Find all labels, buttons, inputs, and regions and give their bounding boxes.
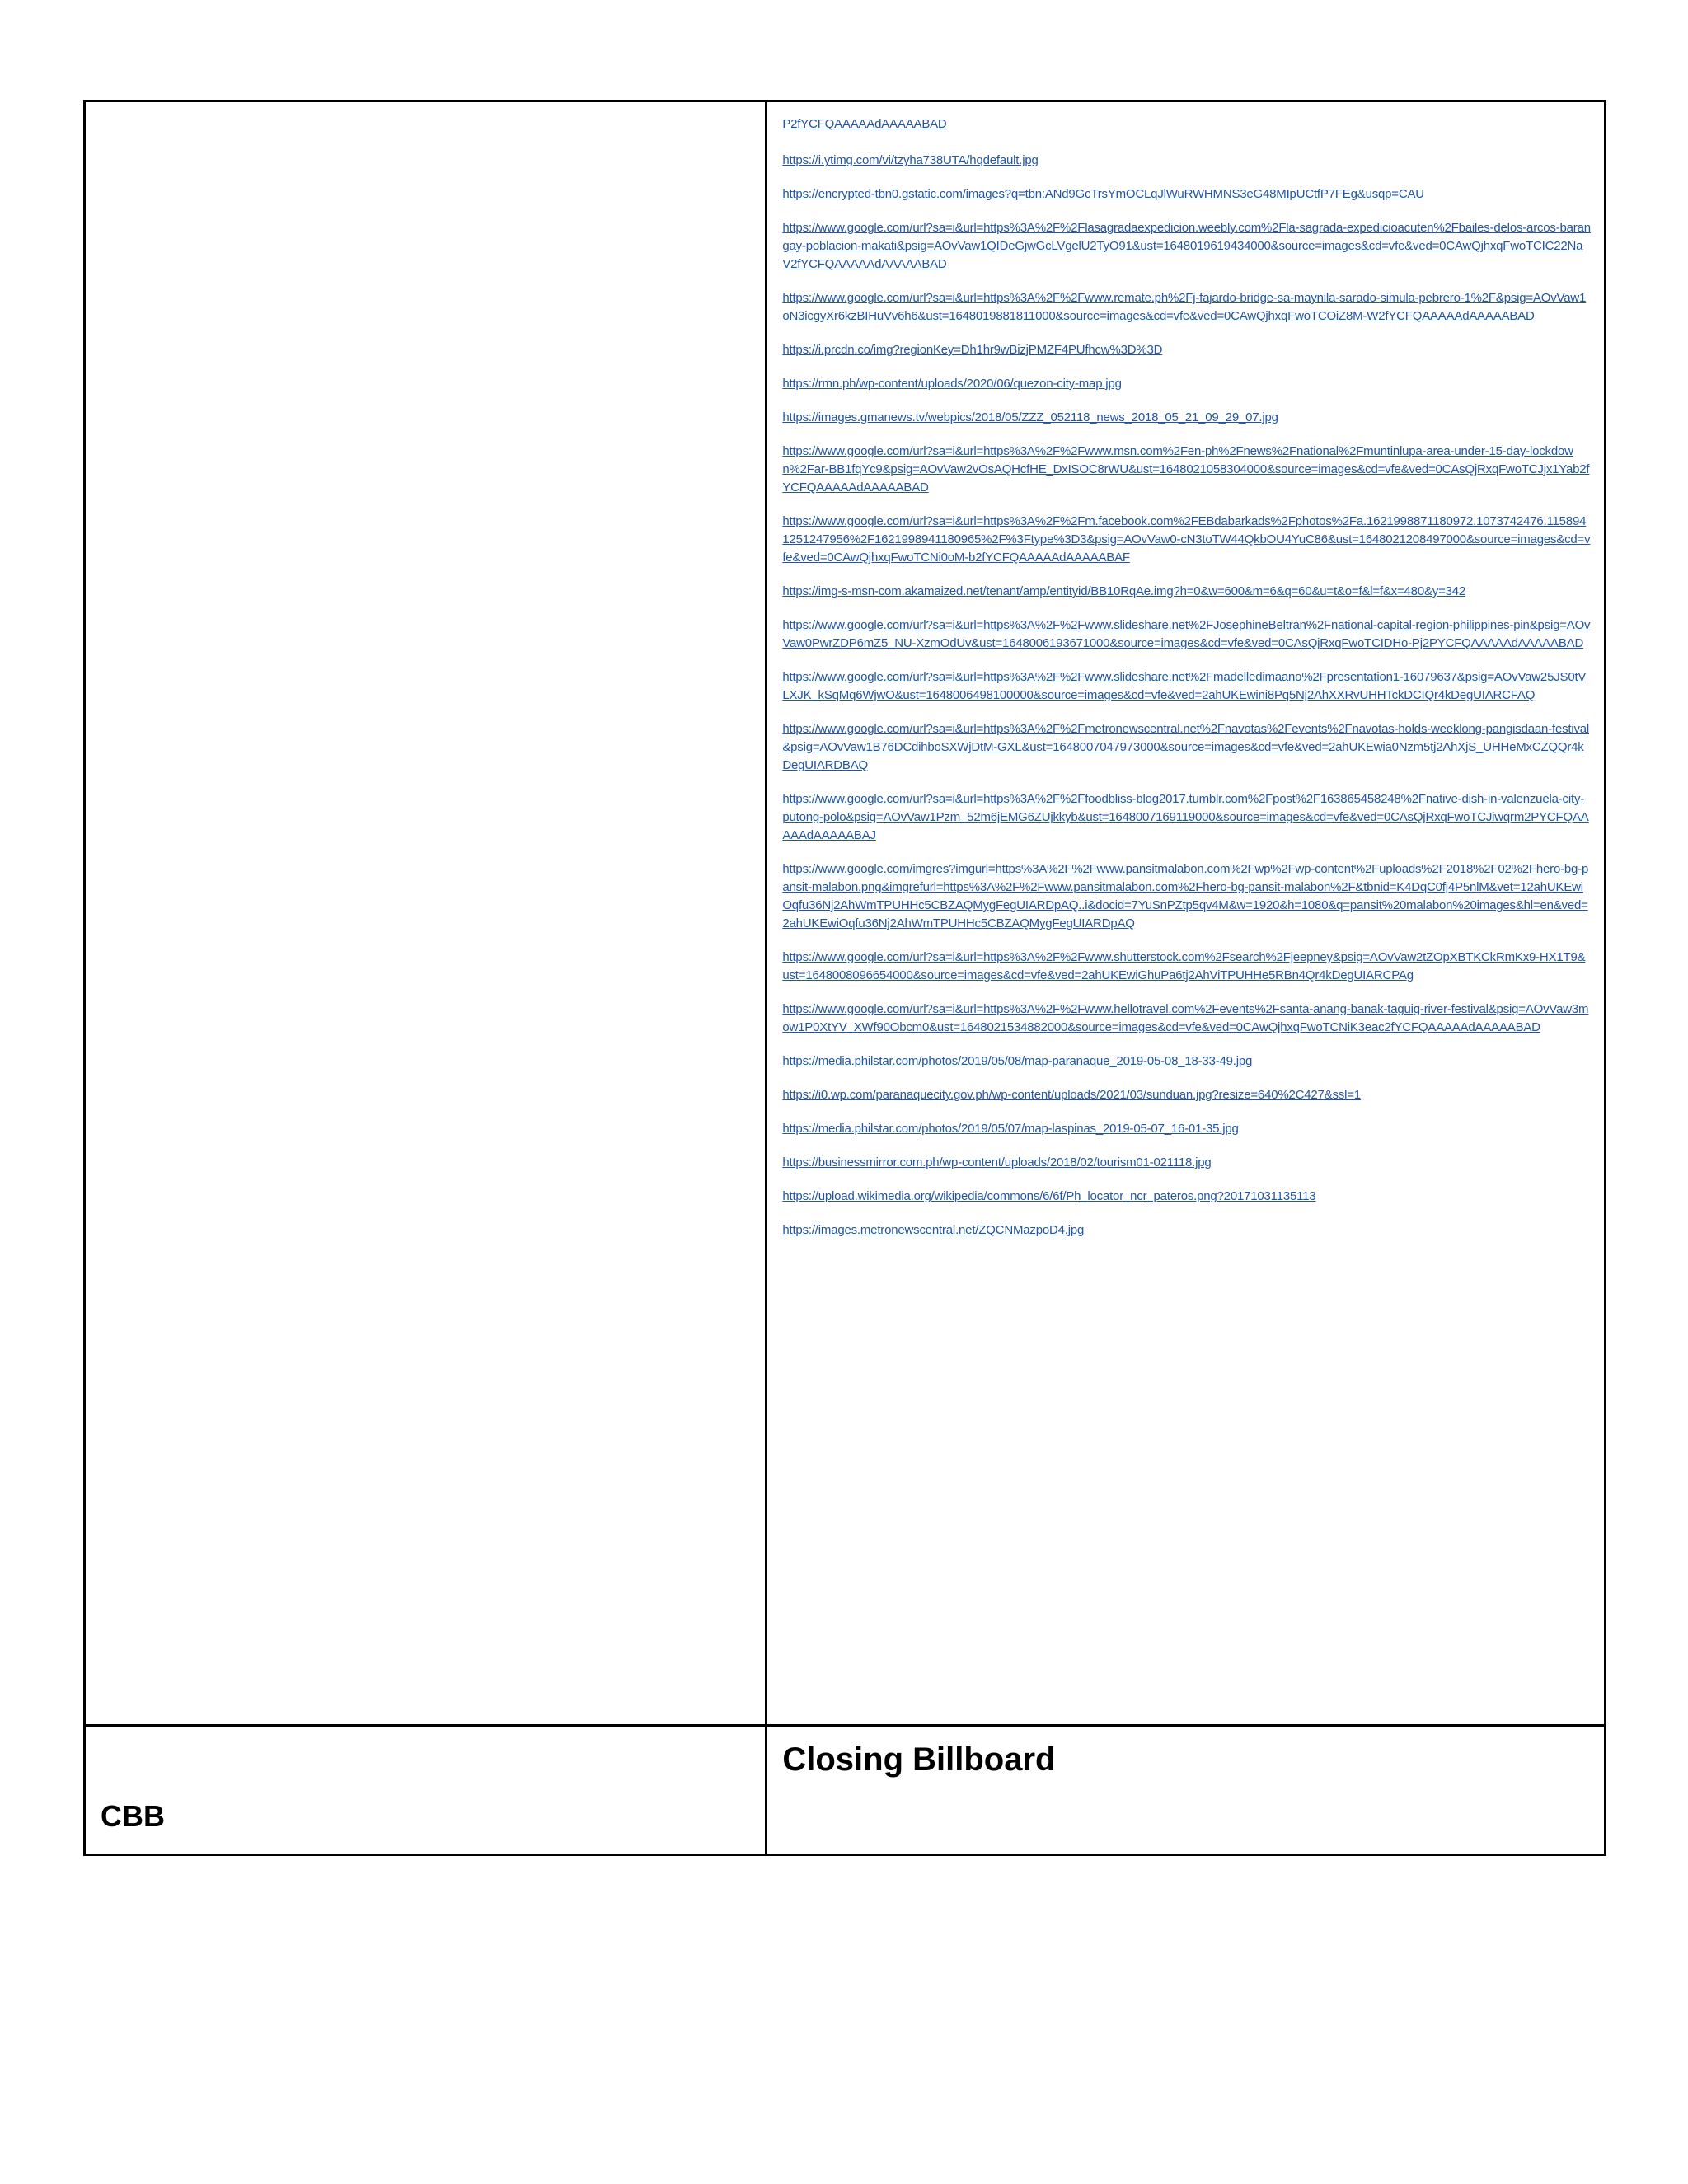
- reference-link[interactable]: https://www.google.com/url?sa=i&url=https%3A%2F%2Fm.facebook.com%2FEBdabarkads%2Fphotos%2Fa.1621998871180972.1073742476.1158941251247956%2F1621998941180965%2F%3Ftype%3D3&psig=AOvVaw0-cN3toTW44QkbOU4YuC86&ust=1648021208497000&source=images&cd=vfe&ved=0CAwQjhxqFwoTCNi0oM-b2fYCFQAAAAAdAAAAABAF: [782, 514, 1591, 565]
- reference-link[interactable]: https://www.google.com/url?sa=i&url=https%3A%2F%2Ffoodbliss-blog2017.tumblr.com%2Fpost%2F163865458248%2Fnative-dish-in-valenzuela-city-putong-polo&psig=AOvVaw1Pzm_52m6jEMG6ZUjkkyb&ust=1648007169119000&source=images&cd=vfe&ved=0CAsQjRxqFwoTCJiwqrm2PYCFQAAAAAdAAAAABAJ: [782, 792, 1589, 842]
- reference-link[interactable]: https://businessmirror.com.ph/wp-content/uploads/2018/02/tourism01-021118.jpg: [782, 1155, 1212, 1169]
- cbb-row: [85, 1726, 1606, 1855]
- reference-link[interactable]: https://www.google.com/url?sa=i&url=https%3A%2F%2Fwww.msn.com%2Fen-ph%2Fnews%2Fnational%2Fmuntinlupa-area-under-15-day-lockdown%2Far-BB1fqYc9&psig=AOvVaw2vOsAQHcfHE_DxISOC8rWU&ust=1648021058304000&source=images&cd=vfe&ved=0CAsQjRxqFwoTCJjx1Yab2fYCFQAAAAAdAAAAABAD: [782, 444, 1590, 494]
- reference-link[interactable]: https://media.philstar.com/photos/2019/05/07/map-laspinas_2019-05-07_16-01-35.jpg: [782, 1122, 1239, 1136]
- reference-link[interactable]: https://www.google.com/imgres?imgurl=https%3A%2F%2Fwww.pansitmalabon.com%2Fwp%2Fwp-content%2Fuploads%2F2018%2F02%2Fhero-bg-pansit-malabon.png&imgrefurl=https%3A%2F%2Fwww.pansitmalabon.com%2Fhero-bg-pansit-malabon%2F&tbnid=K4DqC0fj4P5nlM&vet=12ahUKEwiOqfu36Nj2AhWmTPUHHc5CBZAQMygFegUIARDpAQ..i&docid=7YuSnPZtp5qv4M&w=1920&h=1080&q=pansit%20malabon%20images&hl=en&ved=2ahUKEwiOqfu36Nj2AhWmTPUHHc5CBZAQMygFegUIARDpAQ: [782, 862, 1589, 930]
- reference-link[interactable]: https://media.philstar.com/photos/2019/05/08/map-paranaque_2019-05-08_18-33-49.jpg: [782, 1054, 1253, 1068]
- reference-link[interactable]: https://images.metronewscentral.net/ZQCNMazpoD4.jpg: [782, 1223, 1085, 1237]
- reference-link[interactable]: https://i.prcdn.co/img?regionKey=Dh1hr9wBizjPMZF4PUfhcw%3D%3D: [782, 343, 1163, 357]
- script-table: [83, 100, 1606, 1856]
- reference-link[interactable]: https://www.google.com/url?sa=i&url=https%3A%2F%2Fmetronewscentral.net%2Fnavotas%2Fevents%2Fnavotas-holds-weeklong-pangisdaan-festival&psig=AOvVaw1B76DCdihboSXWjDtM-GXL&ust=1648007047973000&source=images&cd=vfe&ved=2ahUKEwia0Nzm5tj2AhXjS_UHHeMxCZQQr4kDegUIARDBAQ: [782, 722, 1590, 772]
- segment-code: CBB: [101, 1799, 165, 1833]
- reference-link[interactable]: https://rmn.ph/wp-content/uploads/2020/06/quezon-city-map.jpg: [782, 377, 1122, 391]
- reference-link[interactable]: https://i0.wp.com/paranaquecity.gov.ph/wp-content/uploads/2021/03/sunduan.jpg?resize=640%2C427&ssl=1: [782, 1088, 1361, 1102]
- empty-left-cell: [85, 101, 767, 1726]
- cbb-title-cell: [767, 1726, 1606, 1855]
- reference-link[interactable]: https://www.google.com/url?sa=i&url=https%3A%2F%2Fwww.remate.ph%2Fj-fajardo-bridge-sa-maynila-sarado-simula-pebrero-1%2F&psig=AOvVaw1oN3icgyXr6kzBIHuVv6h6&ust=1648019881811000&source=images&cd=vfe&ved=0CAwQjhxqFwoTCOiZ8M-W2fYCFQAAAAAdAAAAABAD: [782, 291, 1587, 323]
- reference-link[interactable]: https://upload.wikimedia.org/wikipedia/commons/6/6f/Ph_locator_ncr_pateros.png?20171031135113: [782, 1189, 1316, 1203]
- reference-link[interactable]: https://www.google.com/url?sa=i&url=https%3A%2F%2Fwww.shutterstock.com%2Fsearch%2Fjeepney&psig=AOvVaw2tZOpXBTKCkRmKx9-HX1T9&ust=1648008096654000&source=images&cd=vfe&ved=2ahUKEwiGhuPa6tj2AhViTPUHHe5RBn4Qr4kDegUIARCPAg: [782, 950, 1586, 982]
- reference-link[interactable]: https://images.gmanews.tv/webpics/2018/05/ZZZ_052118_news_2018_05_21_09_29_07.jpg: [782, 410, 1278, 424]
- reference-link[interactable]: https://www.google.com/url?sa=i&url=https%3A%2F%2Flasagradaexpedicion.weebly.com%2Fla-sagrada-expedicioacuten%2Fbailes-delos-arcos-barangay-poblacion-makati&psig=AOvVaw1QIDeGjwGcLVgelU2TyO91&ust=1648019619434000&source=images&cd=vfe&ved=0CAwQjhxqFwoTCIC22NaV2fYCFQAAAAAdAAAAABAD: [782, 221, 1591, 271]
- references-cell: [767, 101, 1606, 1726]
- reference-link[interactable]: https://encrypted-tbn0.gstatic.com/images?q=tbn:ANd9GcTrsYmOCLqJlWuRWHMNS3eG48MIpUCtfP7FEg&usqp=CAU: [782, 187, 1424, 201]
- cbb-code-cell: [85, 1726, 767, 1855]
- reference-link[interactable]: P2fYCFQAAAAAdAAAAABAD: [782, 117, 947, 131]
- reference-link[interactable]: https://www.google.com/url?sa=i&url=https%3A%2F%2Fwww.slideshare.net%2Fmadelledimaano%2Fpresentation1-16079637&psig=AOvVaw25JS0tVLXJK_kSqMq6WjwO&ust=1648006498100000&source=images&cd=vfe&ved=2ahUKEwini8Pq5Nj2AhXXRvUHHTckDCIQr4kDegUIARCFAQ: [782, 670, 1587, 702]
- references-row: [85, 101, 1606, 1726]
- reference-link[interactable]: https://img-s-msn-com.akamaized.net/tenant/amp/entityid/BB10RqAe.img?h=0&w=600&m=6&q=60&u=t&o=f&l=f&x=480&y=342: [782, 584, 1466, 598]
- segment-title: Closing Billboard: [782, 1741, 1056, 1778]
- reference-link[interactable]: https://www.google.com/url?sa=i&url=https%3A%2F%2Fwww.slideshare.net%2FJosephineBeltran%2Fnational-capital-region-philippines-pin&psig=AOvVaw0PwrZDP6mZ5_NU-XzmOdUv&ust=1648006193671000&source=images&cd=vfe&ved=0CAsQjRxqFwoTCIDHo-Pj2PYCFQAAAAAdAAAAABAD: [782, 618, 1591, 650]
- reference-link[interactable]: https://www.google.com/url?sa=i&url=https%3A%2F%2Fwww.hellotravel.com%2Fevents%2Fsanta-anang-banak-taguig-river-festival&psig=AOvVaw3mow1P0XtYV_XWf90Obcm0&ust=1648021534882000&source=images&cd=vfe&ved=0CAwQjhxqFwoTCNiK3eac2fYCFQAAAAAdAAAAABAD: [782, 1002, 1589, 1034]
- reference-link[interactable]: https://i.ytimg.com/vi/tzyha738UTA/hqdefault.jpg: [782, 153, 1039, 167]
